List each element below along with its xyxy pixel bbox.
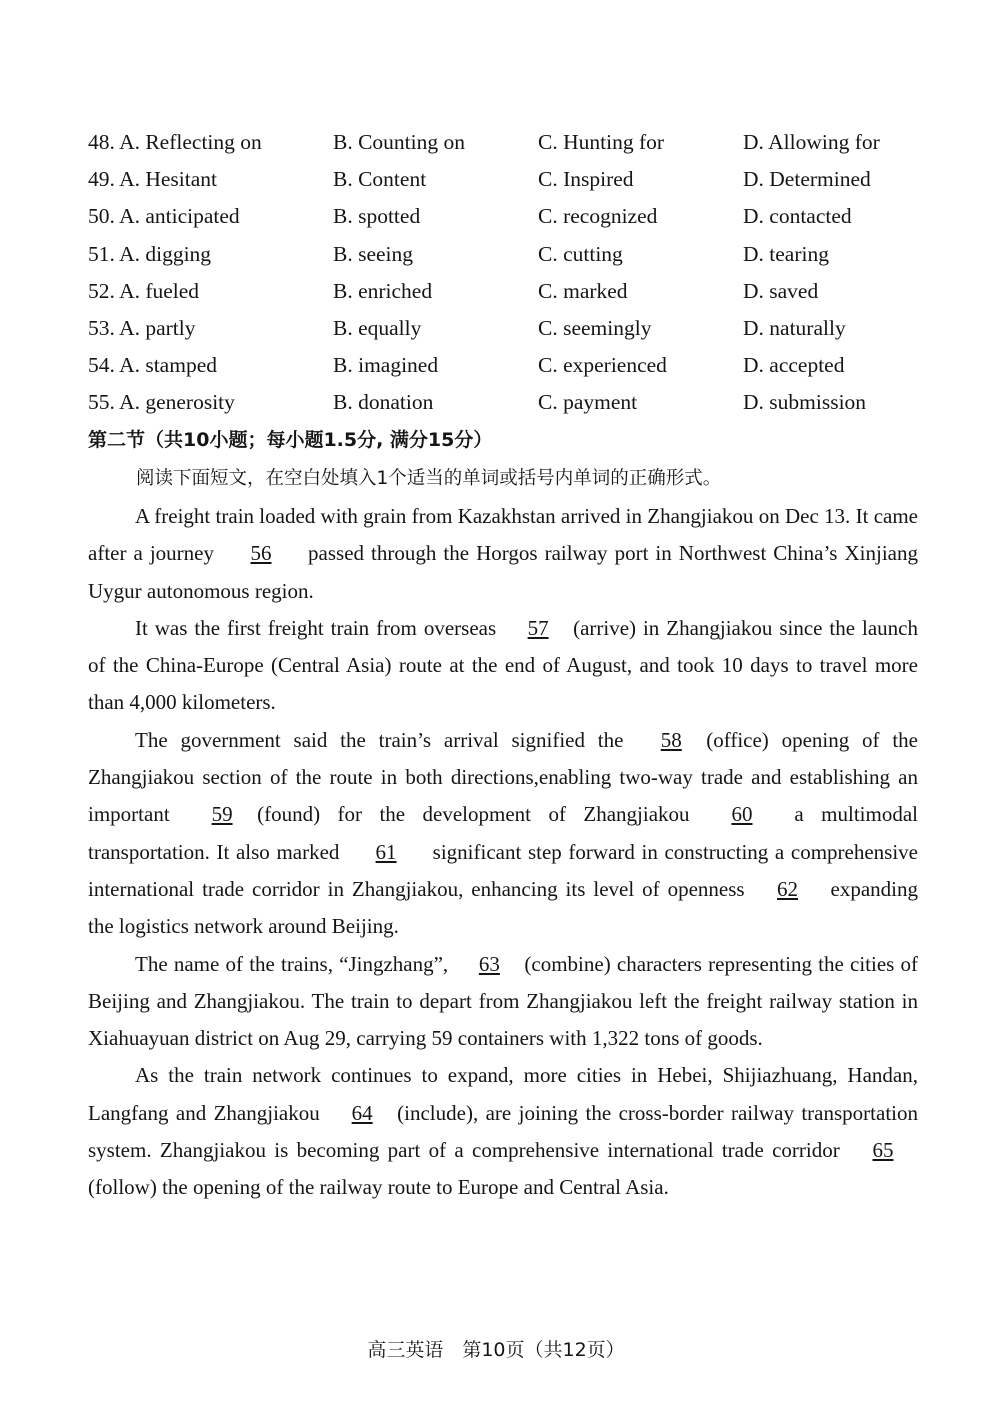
option-a: 48. A. Reflecting on: [88, 130, 262, 154]
passage-text: passed through the Horgos railway port in Northwest China’s Xinjiang Uygur autonomous region.: [88, 541, 918, 603]
section-instruction: 阅读下面短文，在空白处填入1个适当的单词或括号内单词的正确形式。: [136, 468, 722, 489]
passage-text: (arrive) in Zhangjiakou since the launch of the China-Europe (Central Asia) route at the end of August, and took 10 days to travel more than 4,000 kilometers.: [88, 615, 918, 715]
option-a: 50. A. anticipated: [88, 204, 240, 229]
paragraph-2: [88, 610, 918, 722]
option-b: B. equally: [333, 315, 422, 340]
option-row-51: [88, 236, 918, 273]
option-d: D. contacted: [743, 204, 852, 229]
option-d: D. accepted: [743, 353, 845, 378]
option-c: C. recognized: [538, 204, 658, 229]
option-a: 53. A. partly: [88, 315, 196, 340]
option-row-52: [88, 273, 918, 310]
passage-text: (follow) the opening of the railway route to Europe and Central Asia.: [88, 1175, 669, 1200]
paragraph-4: [88, 946, 918, 1058]
option-row-48: [88, 124, 918, 161]
option-b: B. spotted: [333, 204, 421, 229]
option-b: B. imagined: [333, 353, 439, 378]
option-b: B. enriched: [333, 278, 433, 303]
option-d: D. submission: [743, 390, 867, 415]
passage-text: (include), are joining the cross-border railway transportation system. Zhangjiakou is becoming part of a comprehensive international trade corridor: [88, 1100, 918, 1163]
passage-text: (combine) characters representing the cities of Beijing and Zhangjiakou. The train to depart from Zhangjiakou left the freight railway station in Xiahuayuan district on Aug 29, carrying 59 containers with 1,322 tons of goods.: [88, 951, 919, 1051]
blank-59: 59: [211, 802, 233, 827]
option-b: B. Content: [333, 167, 427, 192]
option-row-55: [88, 384, 918, 421]
option-d: D. Determined: [743, 167, 871, 192]
blank-60: 60: [731, 802, 753, 827]
option-d: D. naturally: [743, 315, 846, 340]
option-b: B. donation: [333, 390, 434, 415]
paragraph-3: [88, 722, 918, 946]
passage-text: a multimodal transportation. It also marked: [88, 802, 918, 864]
passage-text: The name of the trains, “Jingzhang”,: [135, 951, 455, 976]
passage-text: The government said the train’s arrival signified the: [135, 727, 637, 752]
options-table: [88, 124, 918, 422]
blank-62: 62: [777, 876, 799, 901]
option-a: 55. A. generosity: [88, 390, 235, 415]
section-heading: 第二节（共10小题；每小题1.5分, 满分15分）: [88, 429, 493, 451]
paragraph-1: [88, 498, 918, 610]
option-a: 49. A. Hesitant: [88, 167, 217, 192]
option-c: C. Hunting for: [538, 130, 665, 154]
blank-61: 61: [375, 839, 397, 864]
option-c: C. marked: [538, 278, 628, 303]
option-c: C. cutting: [538, 241, 623, 266]
blank-63: 63: [478, 951, 500, 976]
option-c: C. seemingly: [538, 315, 652, 340]
blank-64: 64: [351, 1100, 373, 1125]
blank-57: 57: [527, 615, 549, 640]
passage-text: As the train network continues to expand, more cities in Hebei, Shijiazhuang, Handan, Langfang and Zhangjiakou: [88, 1063, 918, 1125]
passage-text: expanding the logistics network around Beijing.: [88, 876, 918, 939]
option-row-54: [88, 347, 918, 384]
option-d: D. saved: [743, 278, 819, 303]
blank-58: 58: [660, 727, 682, 752]
paragraph-5: [88, 1057, 918, 1206]
option-row-53: [88, 310, 918, 347]
option-a: 51. A. digging: [88, 241, 212, 266]
page-footer: 高三英语 第10页（共12页）: [367, 1339, 625, 1361]
cloze-passage: [88, 498, 918, 1207]
option-a: 52. A. fueled: [88, 278, 200, 303]
option-d: D. Allowing for: [743, 130, 880, 154]
option-row-50: [88, 198, 918, 235]
option-c: C. Inspired: [538, 167, 634, 192]
blank-56: 56: [250, 541, 272, 566]
option-b: B. Counting on: [333, 130, 466, 154]
option-row-49: [88, 161, 918, 198]
option-a: 54. A. stamped: [88, 353, 217, 378]
passage-text: (office) opening of the Zhangjiakou section of the route in both directions,enabling two-way trade and establishing an important: [88, 727, 918, 827]
option-d: D. tearing: [743, 241, 829, 266]
blank-65: 65: [872, 1138, 894, 1163]
passage-text: A freight train loaded with grain from Kazakhstan arrived in Zhangjiakou on Dec 13. It came after a journey: [88, 504, 918, 566]
option-c: C. payment: [538, 390, 638, 415]
passage-text: significant step forward in constructing a comprehensive international trade corridor in Zhangjiakou, enhancing its level of openness: [88, 839, 918, 901]
option-b: B. seeing: [333, 241, 414, 266]
option-c: C. experienced: [538, 353, 667, 378]
passage-text: (found) for the development of Zhangjiakou: [257, 802, 707, 827]
passage-text: It was the first freight train from overseas: [135, 615, 504, 640]
